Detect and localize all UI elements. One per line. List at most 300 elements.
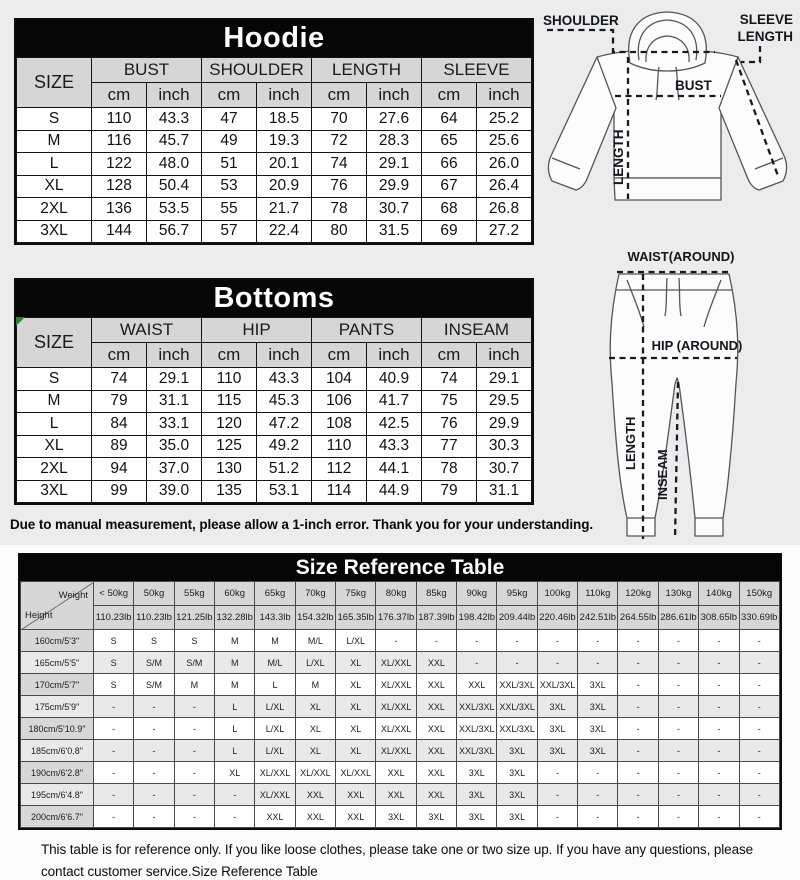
measure-value-cell: 47 [202,108,257,131]
recommended-size-cell: XL [295,718,335,740]
recommended-size-cell: - [94,718,134,740]
unit-header: inch [257,83,312,108]
recommended-size-cell: L [255,674,295,696]
height-label-cell: 160cm/5'3" [21,630,94,652]
weight-kg-header: 100kg [537,582,577,606]
size-label-cell: S [17,368,92,391]
recommended-size-cell: - [134,718,174,740]
recommended-size-cell: - [699,740,739,762]
hip-label: HIP (AROUND) [651,338,743,353]
measure-value-cell: 116 [92,130,147,153]
size-label-cell: 2XL [17,198,92,221]
recommended-size-cell: - [658,718,698,740]
size-label-cell: 3XL [17,220,92,243]
measure-value-cell: 20.9 [257,175,312,198]
recommended-size-cell: XXL [416,740,456,762]
recommended-size-cell: - [658,630,698,652]
recommended-size-cell: XXL [416,674,456,696]
measure-value-cell: 77 [422,435,477,458]
hoodie-unit-header-row [17,83,532,108]
bottoms-table [16,317,532,503]
measure-group-header: WAIST [92,318,202,343]
recommended-size-cell: 3XL [537,718,577,740]
hoodie-title: Hoodie [16,20,532,57]
recommended-size-cell: 3XL [457,806,497,828]
weight-lb-header: 242.51lb [578,606,618,630]
recommended-size-cell: - [174,718,214,740]
recommended-size-cell: S [134,630,174,652]
recommended-size-cell: M/L [295,630,335,652]
recommended-size-cell: - [537,762,577,784]
unit-header: inch [147,83,202,108]
recommended-size-cell: M [215,674,255,696]
recommended-size-cell: - [739,806,780,828]
weight-lb-header: 176.37lb [376,606,416,630]
recommended-size-cell: - [537,630,577,652]
height-row [21,740,780,762]
recommended-size-cell: - [618,806,658,828]
recommended-size-cell: - [739,652,780,674]
weight-kg-header: 70kg [295,582,335,606]
recommended-size-cell: 3XL [497,762,537,784]
recommended-size-cell: XXL [295,784,335,806]
weight-lb-header: 198.42lb [457,606,497,630]
measure-value-cell: 108 [312,413,367,436]
recommended-size-cell: 3XL [376,806,416,828]
weight-lb-header: 143.3lb [255,606,295,630]
recommended-size-cell: - [658,696,698,718]
recommended-size-cell: XXL [336,806,376,828]
size-label-cell: XL [17,175,92,198]
measure-value-cell: 26.4 [477,175,532,198]
measure-value-cell: 39.0 [147,480,202,503]
green-corner-artifact [16,317,25,326]
measure-value-cell: 31.1 [147,390,202,413]
recommended-size-cell: - [94,806,134,828]
recommended-size-cell: M [174,674,214,696]
reference-note: This table is for reference only. If you like loose clothes, please take one or two size up. If you have any questions, please contact customer service.Size Reference Table [41,842,754,879]
measure-value-cell: 49 [202,130,257,153]
measure-value-cell: 31.1 [477,480,532,503]
recommended-size-cell: 3XL [497,740,537,762]
recommended-size-cell: XXL [457,674,497,696]
weight-lb-header: 187.39lb [416,606,456,630]
size-label-cell: 3XL [17,480,92,503]
bottoms-unit-header-row [17,343,532,368]
inseam-label: INSEAM [655,449,670,500]
weight-lb-header-row [21,606,780,630]
measure-value-cell: 25.2 [477,108,532,131]
unit-header: inch [477,83,532,108]
recommended-size-cell: - [134,762,174,784]
recommended-size-cell: - [618,696,658,718]
height-row [21,630,780,652]
recommended-size-cell: - [578,806,618,828]
recommended-size-cell: XL/XXL [295,762,335,784]
bottoms-title: Bottoms [16,280,532,317]
unit-header: cm [312,83,367,108]
unit-header: inch [367,343,422,368]
pants-illustration [545,248,795,540]
recommended-size-cell: S/M [134,652,174,674]
measure-value-cell: 120 [202,413,257,436]
measure-group-header: HIP [202,318,312,343]
weight-kg-header: 55kg [174,582,214,606]
recommended-size-cell: XXL [416,784,456,806]
size-label-cell: 2XL [17,458,92,481]
weight-lb-header: 110.23lb [134,606,174,630]
recommended-size-cell: - [699,762,739,784]
weight-kg-header: 60kg [215,582,255,606]
measure-value-cell: 79 [92,390,147,413]
size-reference-card [18,553,782,830]
size-label-cell: M [17,130,92,153]
recommended-size-cell: S [94,652,134,674]
unit-header: cm [92,83,147,108]
recommended-size-cell: XXL [416,696,456,718]
weight-lb-header: 264.55lb [618,606,658,630]
recommended-size-cell: S/M [174,652,214,674]
measure-value-cell: 40.9 [367,368,422,391]
inseam-measure-line [675,382,678,539]
measure-value-cell: 43.3 [367,435,422,458]
recommended-size-cell: L [215,718,255,740]
size-reference-body [21,630,780,828]
recommended-size-cell: - [578,762,618,784]
measure-value-cell: 27.2 [477,220,532,243]
recommended-size-cell: - [457,652,497,674]
measure-group-header: INSEAM [422,318,532,343]
recommended-size-cell: 3XL [537,696,577,718]
recommended-size-cell: XL/XXL [336,762,376,784]
recommended-size-cell: - [699,630,739,652]
recommended-size-cell: - [134,784,174,806]
weight-lb-header: 330.69lb [739,606,780,630]
measure-value-cell: 75 [422,390,477,413]
recommended-size-cell: - [618,674,658,696]
weight-kg-header: 75kg [336,582,376,606]
recommended-size-cell: 3XL [578,696,618,718]
hoodie-table-body [17,108,532,243]
measure-value-cell: 51.2 [257,458,312,481]
size-label-cell: S [17,108,92,131]
measure-value-cell: 94 [92,458,147,481]
sleeve-length-label-line1: SLEEVE [739,12,793,27]
weight-lb-header: 110.23lb [94,606,134,630]
measure-value-cell: 112 [312,458,367,481]
recommended-size-cell: XXL [295,806,335,828]
recommended-size-cell: - [174,696,214,718]
measure-value-cell: 64 [422,108,477,131]
recommended-size-cell: XXL [416,718,456,740]
measure-value-cell: 18.5 [257,108,312,131]
recommended-size-cell: L/XL [255,696,295,718]
measure-value-cell: 78 [312,198,367,221]
recommended-size-cell: XL/XXL [376,718,416,740]
sleeve-pointer-line [741,46,760,62]
recommended-size-cell: - [739,740,780,762]
recommended-size-cell: - [578,630,618,652]
recommended-size-cell: XXL [255,806,295,828]
weight-kg-header: 110kg [578,582,618,606]
recommended-size-cell: - [658,652,698,674]
recommended-size-cell: XL [295,740,335,762]
unit-header: cm [312,343,367,368]
height-row [21,652,780,674]
measure-value-cell: 29.1 [147,368,202,391]
height-row [21,718,780,740]
hoodie-size-row [17,108,532,131]
recommended-size-cell: - [94,784,134,806]
unit-header: cm [92,343,147,368]
measure-value-cell: 27.6 [367,108,422,131]
measure-value-cell: 42.5 [367,413,422,436]
size-column-header: SIZE [17,58,92,108]
recommended-size-cell: - [658,740,698,762]
recommended-size-cell: XL [336,696,376,718]
hoodie-size-row [17,198,532,221]
recommended-size-cell: - [618,652,658,674]
recommended-size-cell: - [134,740,174,762]
recommended-size-cell: - [174,740,214,762]
recommended-size-cell: - [658,674,698,696]
pants-drawing [610,274,737,536]
measure-value-cell: 41.7 [367,390,422,413]
size-label-cell: XL [17,435,92,458]
recommended-size-cell: XXL/3XL [457,718,497,740]
measure-value-cell: 20.1 [257,153,312,176]
recommended-size-cell: - [578,784,618,806]
measure-value-cell: 25.6 [477,130,532,153]
recommended-size-cell: XXL/3XL [497,674,537,696]
measure-value-cell: 57 [202,220,257,243]
hoodie-size-row [17,130,532,153]
measure-value-cell: 76 [422,413,477,436]
recommended-size-cell: - [658,762,698,784]
weight-kg-header: < 50kg [94,582,134,606]
shoulder-label: SHOULDER [543,13,619,28]
height-label-cell: 175cm/5'9" [21,696,94,718]
recommended-size-cell: - [537,784,577,806]
pants-length-label: LENGTH [623,416,638,470]
measure-value-cell: 37.0 [147,458,202,481]
weight-lb-header: 165.35lb [336,606,376,630]
unit-header: inch [257,343,312,368]
measure-value-cell: 19.3 [257,130,312,153]
bottoms-size-row [17,413,532,436]
recommended-size-cell: - [174,784,214,806]
recommended-size-cell: XL/XXL [376,696,416,718]
recommended-size-cell: - [497,652,537,674]
bottoms-table-body [17,368,532,503]
recommended-size-cell: S [174,630,214,652]
recommended-size-cell: - [699,652,739,674]
recommended-size-cell: XL/XXL [376,674,416,696]
measure-value-cell: 45.7 [147,130,202,153]
recommended-size-cell: XL [336,674,376,696]
hoodie-table [16,57,532,243]
measure-value-cell: 44.1 [367,458,422,481]
size-reference-panel [0,545,800,880]
recommended-size-cell: XXL [376,784,416,806]
hoodie-size-row [17,153,532,176]
unit-header: inch [147,343,202,368]
recommended-size-cell: L [215,740,255,762]
recommended-size-cell: - [699,674,739,696]
recommended-size-cell: - [699,806,739,828]
measure-value-cell: 84 [92,413,147,436]
recommended-size-cell: 3XL [578,674,618,696]
recommended-size-cell: S [94,630,134,652]
measure-value-cell: 80 [312,220,367,243]
recommended-size-cell: 3XL [457,762,497,784]
measure-value-cell: 72 [312,130,367,153]
measure-value-cell: 74 [422,368,477,391]
size-label-cell: M [17,390,92,413]
measure-group-header: SHOULDER [202,58,312,83]
recommended-size-cell: M [255,630,295,652]
height-label-cell: 180cm/5'10.9" [21,718,94,740]
recommended-size-cell: XXL/3XL [457,740,497,762]
height-label-cell: 170cm/5'7" [21,674,94,696]
measure-value-cell: 30.7 [367,198,422,221]
bottoms-size-row [17,458,532,481]
recommended-size-cell: XXL [336,784,376,806]
height-row [21,674,780,696]
recommended-size-cell: - [739,630,780,652]
recommended-size-cell: 3XL [578,718,618,740]
recommended-size-cell: - [537,806,577,828]
measure-value-cell: 135 [202,480,257,503]
measure-value-cell: 56.7 [147,220,202,243]
measure-value-cell: 33.1 [147,413,202,436]
recommended-size-cell: L/XL [255,740,295,762]
measure-value-cell: 53.1 [257,480,312,503]
height-row [21,762,780,784]
recommended-size-cell: XXL [416,762,456,784]
size-label-cell: L [17,153,92,176]
bottoms-size-row [17,435,532,458]
measure-value-cell: 104 [312,368,367,391]
measure-value-cell: 21.7 [257,198,312,221]
measure-value-cell: 68 [422,198,477,221]
measure-value-cell: 79 [422,480,477,503]
measure-value-cell: 43.3 [257,368,312,391]
measure-value-cell: 74 [92,368,147,391]
recommended-size-cell: XXL [416,652,456,674]
recommended-size-cell: - [376,630,416,652]
recommended-size-cell: 3XL [457,784,497,806]
measure-value-cell: 66 [422,153,477,176]
size-column-header: SIZE [17,318,92,368]
measure-group-header: SLEEVE [422,58,532,83]
height-label-cell: 190cm/6'2.8" [21,762,94,784]
measure-value-cell: 65 [422,130,477,153]
recommended-size-cell: - [739,762,780,784]
recommended-size-cell: - [537,652,577,674]
recommended-size-cell: XL [336,740,376,762]
weight-kg-header: 150kg [739,582,780,606]
bottoms-size-row [17,390,532,413]
measure-value-cell: 43.3 [147,108,202,131]
recommended-size-cell: - [457,630,497,652]
recommended-size-cell: - [134,806,174,828]
measure-value-cell: 31.5 [367,220,422,243]
measure-value-cell: 48.0 [147,153,202,176]
corner-height-label: Height [25,610,53,621]
recommended-size-cell: - [174,762,214,784]
size-reference-table [20,581,780,828]
measure-value-cell: 55 [202,198,257,221]
sleeve-length-label-line2: LENGTH [737,29,793,44]
recommended-size-cell: - [699,718,739,740]
recommended-size-cell: - [134,696,174,718]
recommended-size-cell: XL [215,762,255,784]
measure-value-cell: 30.3 [477,435,532,458]
recommended-size-cell: - [618,762,658,784]
recommended-size-cell: - [739,784,780,806]
measure-value-cell: 106 [312,390,367,413]
recommended-size-cell: XL/XXL [376,652,416,674]
recommended-size-cell: - [739,718,780,740]
recommended-size-cell: - [94,696,134,718]
measure-value-cell: 122 [92,153,147,176]
measure-value-cell: 29.9 [477,413,532,436]
measure-value-cell: 125 [202,435,257,458]
size-reference-title: Size Reference Table [20,555,780,581]
bottoms-size-row [17,368,532,391]
recommended-size-cell: - [658,806,698,828]
recommended-size-cell: M [295,674,335,696]
corner-weight-label: Weight [58,590,88,601]
weight-height-corner-cell [21,582,94,630]
recommended-size-cell: 3XL [497,784,537,806]
height-row [21,696,780,718]
unit-header: cm [202,83,257,108]
length-label: LENGTH [611,129,626,185]
measure-value-cell: 30.7 [477,458,532,481]
measure-value-cell: 67 [422,175,477,198]
measure-value-cell: 53.5 [147,198,202,221]
hoodie-size-row [17,175,532,198]
measure-value-cell: 47.2 [257,413,312,436]
hoodie-group-header-row [17,58,532,83]
measure-value-cell: 51 [202,153,257,176]
recommended-size-cell: - [215,806,255,828]
weight-lb-header: 154.32lb [295,606,335,630]
measure-value-cell: 136 [92,198,147,221]
recommended-size-cell: - [416,630,456,652]
weight-kg-header: 130kg [658,582,698,606]
recommended-size-cell: XXL/3XL [497,696,537,718]
unit-header: cm [422,343,477,368]
recommended-size-cell: L/XL [336,630,376,652]
measure-value-cell: 144 [92,220,147,243]
hoodie-size-row [17,220,532,243]
bottoms-size-row [17,480,532,503]
measure-value-cell: 35.0 [147,435,202,458]
measure-value-cell: 69 [422,220,477,243]
measure-value-cell: 49.2 [257,435,312,458]
recommended-size-cell: - [658,784,698,806]
recommended-size-cell: L [215,696,255,718]
recommended-size-cell: - [618,630,658,652]
measure-value-cell: 22.4 [257,220,312,243]
recommended-size-cell: XL/XXL [255,762,295,784]
measure-value-cell: 29.5 [477,390,532,413]
weight-lb-header: 132.28lb [215,606,255,630]
measure-value-cell: 70 [312,108,367,131]
